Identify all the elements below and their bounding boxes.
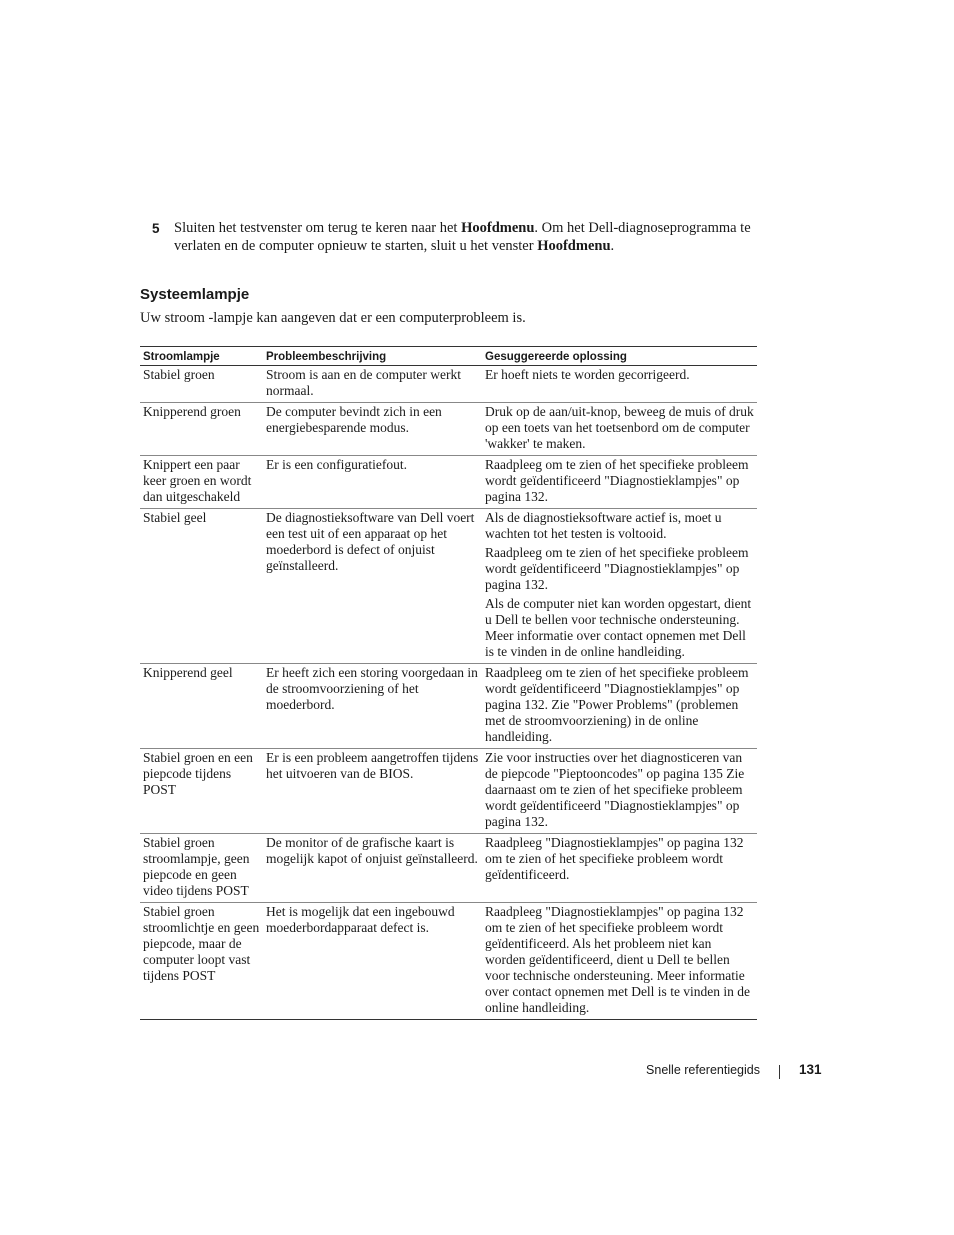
solution-cell [482, 749, 757, 834]
lamp-cell: Knippert een paar keer groen en wordt dan uitgeschakeld [140, 456, 263, 509]
solution-text: Druk op de aan/uit-knop, beweeg de muis of druk op een toets van het toetsenbord om de computer 'wakker' te maken. [485, 404, 754, 451]
header-power-light: Stroomlampje [140, 347, 263, 366]
section-title: Systeemlampje [140, 286, 250, 303]
problem-cell: Er is een configuratiefout. [263, 456, 482, 509]
solution-cell [482, 403, 757, 456]
table-row [140, 834, 757, 903]
problem-cell: Stroom is aan en de computer werkt normaal. [263, 366, 482, 403]
lamp-cell: Stabiel groen [140, 366, 263, 403]
page-footer [0, 1063, 954, 1083]
problem-cell: Er is een probleem aangetroffen tijdens het uitvoeren van de BIOS. [263, 749, 482, 834]
solution-text: Raadpleeg om te zien of het specifieke probleem wordt geïdentificeerd "Diagnostieklampjes" op pagina 132. [485, 545, 749, 592]
table-row [140, 403, 757, 456]
table-row [140, 509, 757, 664]
menu-name: Hoofdmenu [537, 237, 611, 254]
step-text: Sluiten het testvenster om terug te keren naar het Hoofdmenu. Om het Dell-diagnoseprogramma te verlaten en de computer opnieuw te starten, sluit u het venster Hoofdmenu. [174, 220, 751, 254]
table-row [140, 456, 757, 509]
solution-cell [482, 456, 757, 509]
menu-name: Hoofdmenu [461, 220, 535, 236]
solution-text: Raadpleeg om te zien of het specifieke probleem wordt geïdentificeerd "Diagnostieklampjes" op pagina 132. [485, 457, 749, 504]
table-row [140, 749, 757, 834]
problem-cell: De monitor of de grafische kaart is mogelijk kapot of onjuist geïnstalleerd. [263, 834, 482, 903]
table-row [140, 903, 757, 1020]
table-row [140, 664, 757, 749]
solution-text: Als de diagnostieksoftware actief is, moet u wachten tot het testen is voltooid. [485, 510, 722, 541]
table-row [140, 366, 757, 403]
table-header-row [140, 347, 757, 366]
solution-cell [482, 664, 757, 749]
solution-text: Raadpleeg "Diagnostieklampjes" op pagina 132 om te zien of het specifieke probleem wordt geïdentificeerd. Als het probleem niet kan worden geïdentificeerd, dient u Dell te bellen voor technische ondersteuning. Meer informatie over contact opnemen met Dell is te vinden in de online handleiding. [485, 904, 751, 1015]
solution-cell [482, 366, 757, 403]
problem-cell: Het is mogelijk dat een ingebouwd moederbordapparaat defect is. [263, 903, 482, 1020]
solution-text: Raadpleeg om te zien of het specifieke probleem wordt geïdentificeerd "Diagnostieklampjes" op pagina 132. Zie "Power Problems" (problemen met de stroomvoorziening) in de online handleiding. [485, 665, 749, 744]
solution-cell [482, 834, 757, 903]
lamp-cell: Stabiel geel [140, 509, 263, 664]
lamp-cell: Knipperend geel [140, 664, 263, 749]
footer-guide-title: Snelle referentiegids [646, 1063, 760, 1077]
header-problem: Probleembeschrijving [263, 347, 482, 366]
header-solution: Gesuggereerde oplossing [482, 347, 757, 366]
section-intro: Uw stroom -lampje kan aangeven dat er een computerprobleem is. [140, 310, 526, 326]
lamp-cell: Knipperend groen [140, 403, 263, 456]
footer-divider [779, 1065, 780, 1079]
solution-text: Raadpleeg "Diagnostieklampjes" op pagina 132 om te zien of het specifieke probleem wordt geïdentificeerd. [485, 835, 744, 882]
lamp-cell: Stabiel groen stroomlichtje en geen piepcode, maar de computer loopt vast tijdens POST [140, 903, 263, 1020]
lamp-cell: Stabiel groen en een piepcode tijdens POST [140, 749, 263, 834]
solution-text: Als de computer niet kan worden opgestart, dient u Dell te bellen voor technische ondersteuning. Meer informatie over contact opnemen met Dell is te vinden in de online handleiding. [485, 596, 752, 659]
problem-cell: De diagnostieksoftware van Dell voert een test uit of een apparaat op het moederbord is defect of onjuist geïnstalleerd. [263, 509, 482, 664]
page-number: 131 [799, 1062, 822, 1077]
lamp-cell: Stabiel groen stroomlampje, geen piepcode en geen video tijdens POST [140, 834, 263, 903]
solution-text: Zie voor instructies over het diagnosticeren van de piepcode "Pieptooncodes" op pagina 135 Zie daarnaast om te zien of het specifieke probleem wordt geïdentificeerd "Diagnostieklampjes" op pagina 132. [485, 750, 745, 829]
step-number: 5 [152, 221, 160, 236]
solution-text: Er hoeft niets te worden gecorrigeerd. [485, 367, 690, 382]
solution-cell [482, 903, 757, 1020]
power-light-table [140, 346, 757, 1020]
problem-cell: De computer bevindt zich in een energiebesparende modus. [263, 403, 482, 456]
problem-cell: Er heeft zich een storing voorgedaan in de stroomvoorziening of het moederbord. [263, 664, 482, 749]
solution-cell [482, 509, 757, 664]
